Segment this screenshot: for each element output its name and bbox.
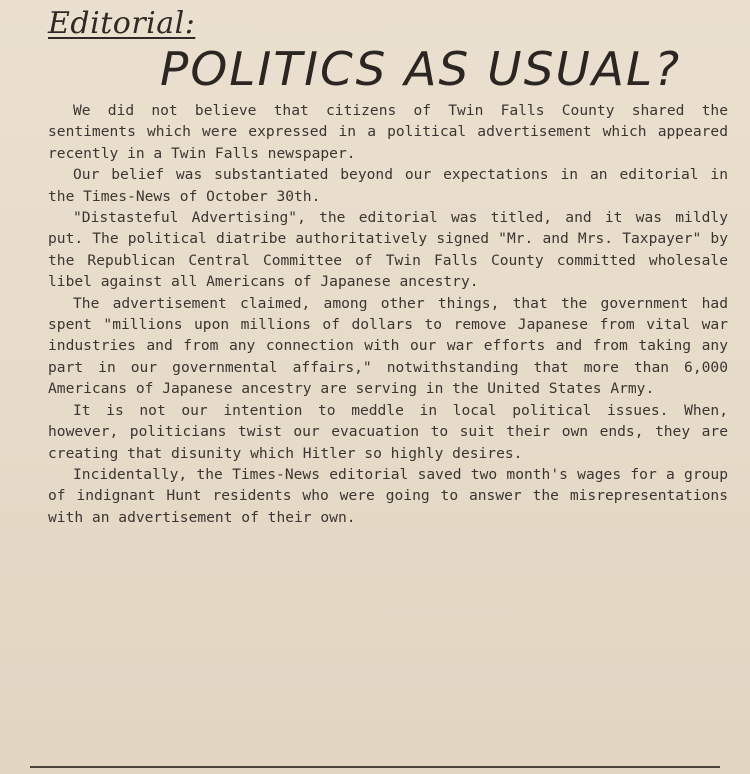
section-kicker: Editorial: [48, 6, 196, 41]
headline: POLITICS AS USUAL? [160, 42, 682, 96]
article-body [48, 100, 728, 528]
bottom-rule [30, 766, 720, 768]
paragraph: We did not believe that citizens of Twin Falls County shared the sentiments which were expressed in a political advertisement which appeared recently in a Twin Falls newspaper. [48, 102, 728, 162]
paragraph: Incidentally, the Times-News editorial saved two month's wages for a group of indignant Hunt residents who were going to answer the misrepresentations with an advertisement of their own. [48, 465, 728, 526]
paragraph: "Distasteful Advertising", the editorial was titled, and it was mildly put. The political diatribe authoritatively signed "Mr. and Mrs. Taxpayer" by the Republican Central Committee of Twin Falls County committed wholesale libel against all Americans of Japanese ancestry. [48, 209, 728, 291]
paragraph: Our belief was substantiated beyond our expectations in an editorial in the Times-News of October 30th. [48, 166, 728, 205]
paragraph: The advertisement claimed, among other things, that the government had spent "millions upon millions of dollars to remove Japanese from vital war industries and from any connection with our war efforts and from taking any part in our governmental affairs," notwithstanding that more than 6,000 Americans of Japanese ancestry are serving in the United States Army. [48, 294, 728, 398]
paragraph: It is not our intention to meddle in local political issues. When, however, politicians twist our evacuation to suit their own ends, they are creating that disunity which Hitler so highly desires. [48, 401, 728, 462]
